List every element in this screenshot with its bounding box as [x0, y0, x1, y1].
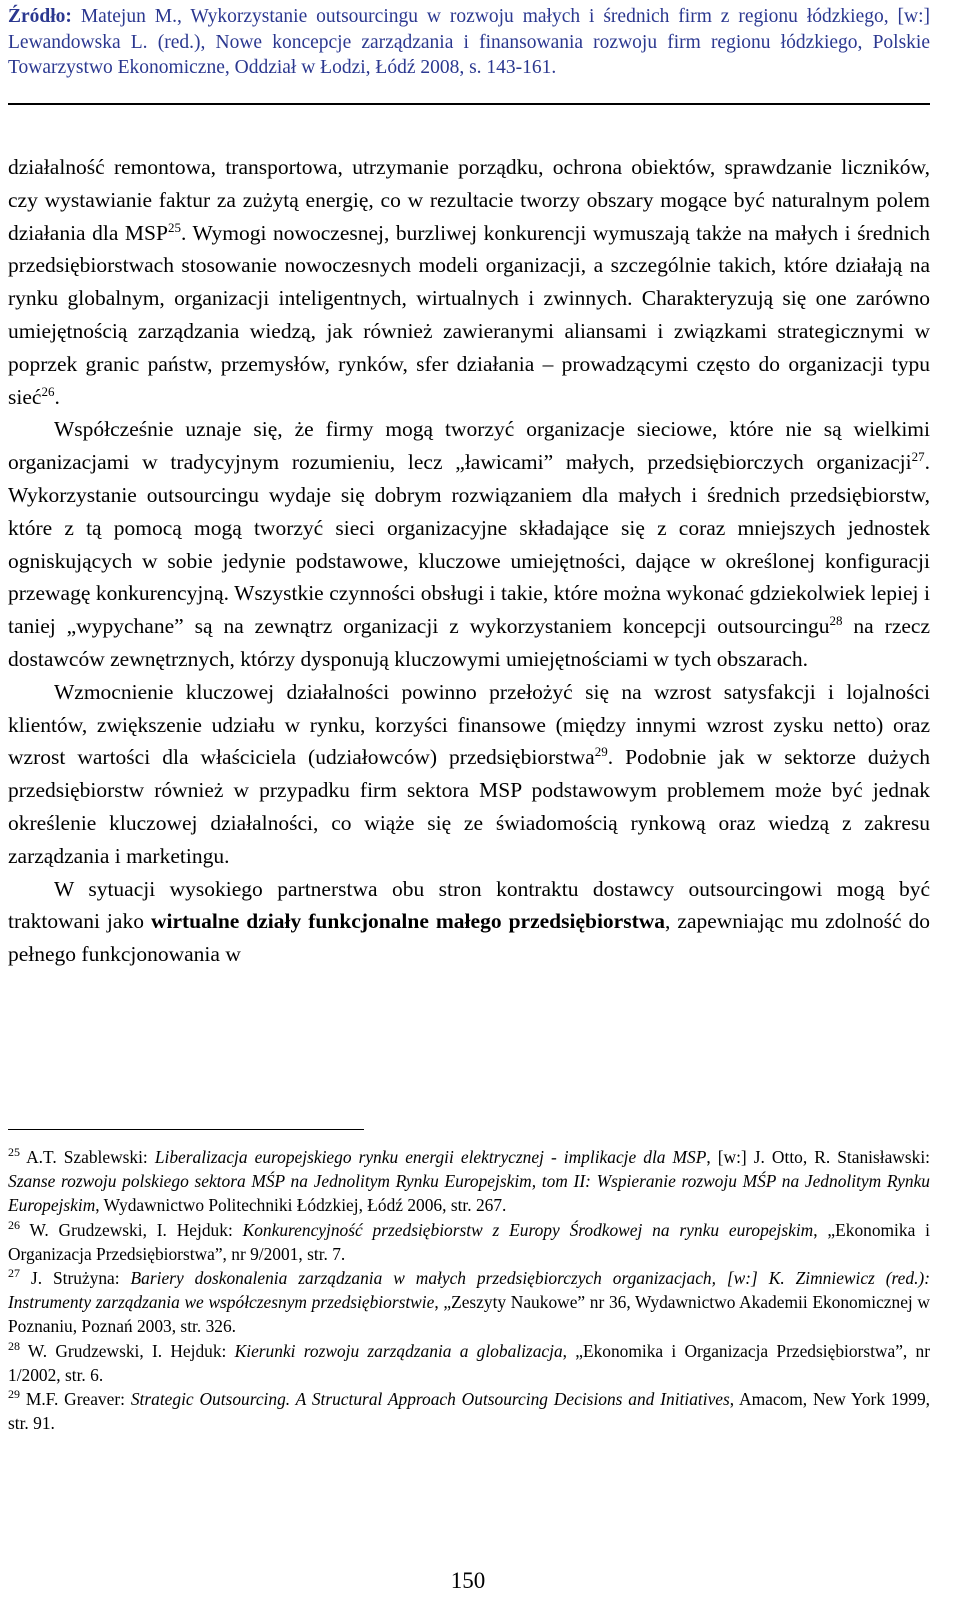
bold-phrase: wirtualne działy funkcjonalne małego przedsiębiorstwa: [150, 909, 666, 934]
paragraph-4: W sytuacji wysokiego partnerstwa obu stron kontraktu dostawcy outsourcingowi mogą być traktowani jako wirtualne działy funkcjonalne małego przedsiębiorstwa, zapewniając mu zdolność do pełnego funkcjonowania w: [8, 876, 930, 967]
footnote-ref-29[interactable]: 29: [594, 744, 608, 760]
page-number: 150: [450, 1568, 486, 1593]
footnote-28: $^{28}$ W. Grudzewski, I. Hejduk: Kierunki rozwoju zarządzania a globalizacja, „Ekonomika i Organizacja Przedsiębiorstwa”, nr 1/2002, str. 6.: [8, 1338, 931, 1385]
footnote-26: $^{26}$ W. Grudzewski, I. Hejduk: Konkurencyjność przedsiębiorstw z Europy Środkowej na rynku europejskim, „Ekonomika i Organizacja Przedsiębiorstwa”, nr 9/2001, str. 7.: [8, 1217, 930, 1264]
footnote-25: $^{25}$ A.T. Szablewski: Liberalizacja europejskiego rynku energii elektrycznej - implikacje dla MSP, [w:] J. Otto, R. Stanisławski: Szanse rozwoju polskiego sektora MŚP na Jednolitym Rynku Europejskim, tom II: Wspieranie rozwoju MŚP na Jednolitym Rynku Europejskim, Wydawnictwo Politechniki Łódzkiej, Łódź 2006, str. 267.: [8, 1145, 930, 1216]
paragraph-3: Wzmocnienie kluczowej działalności powinno przełożyć się na wzrost satysfakcji i lojalności klientów, zwiększenie udziału w rynku, korzyści finansowe (między innymi wzrost zysku netto) oraz wzrost wartości dla właściciela (udziałowców) przedsiębiorstwa$^{29}$. Podobnie jak w sektorze dużych przedsiębiorstw również w przypadku firm sektora MSP podstawowym problemem może być jednak określenie kluczowej działalności, co wiąże się ze świadomością rynkową oraz wiedzą z zakresu zarządzania i marketingu.: [8, 679, 930, 868]
footnote-29: $^{29}$ M.F. Greaver: Strategic Outsourcing. A Structural Approach Outsourcing Decisions and Initiatives, Amacom, New York 1999, str. 91.: [8, 1387, 930, 1434]
footnote-ref-27[interactable]: 27: [911, 449, 925, 465]
paragraph-2: Współcześnie uznaje się, że firmy mogą tworzyć organizacje sieciowe, które nie są wielkimi organizacjami w tradycyjnym rozumieniu, lecz „ławicami” małych, przedsiębiorczych organizacji$^{27}$. Wykorzystanie outsourcingu wydaje się dobrym rozwiązaniem dla małych i średnich przedsiębiorstw, które z tą pomocą mogą tworzyć sieci organizacyjne składające się z coraz mniejszych jednostek ogniskujących w sobie jedynie podstawowe, kluczowe umiejętności, dające w określonej konfiguracji przewagę konkurencyjną. Wszystkie czynności obsługi i takie, które można wykonać gdziekolwiek lepiej i taniej „wypychane” są na zewnątrz organizacji z wykorzystaniem koncepcji outsourcingu$^{28}$ na rzecz dostawców zewnętrznych, którzy dysponują kluczowymi umiejętnościami w tych obszarach.: [8, 417, 930, 671]
source-citation: [8, 4, 930, 81]
footnote-divider: [8, 1129, 364, 1130]
paragraph-1: działalność remontowa, transportowa, utrzymanie porządku, ochrona obiektów, sprawdzanie liczników, czy wystawianie faktur za zużytą energię, co w rezultacie tworzy obszary mogące być naturalnym polem działania dla MSP$^{25}$. Wymogi nowoczesnej, burzliwej konkurencji wymuszają także na małych i średnich przedsiębiorstwach stosowanie nowoczesnych modeli organizacji, a szczególnie takich, które działają na rynku globalnym, organizacji inteligentnych, wirtualnych i zwinnych. Charakteryzują się one zarówno umiejętnością zarządzania wiedzą, jak również zawieranymi aliansami i związkami strategicznymi w poprzek granic państw, przemysłów, rynków, sfer działania – prowadzącymi często do organizacji typu sieć$^{26}$.: [8, 155, 931, 409]
footnote-ref-26[interactable]: 26: [41, 383, 55, 399]
source-label: Źródło:: [8, 6, 72, 27]
footnote-27: $^{27}$ J. Strużyna: Bariery doskonalenia zarządzania w małych przedsiębiorczych organizacjach, [w:] K. Zimniewicz (red.): Instrumenty zarządzania we współczesnym przedsiębiorstwie, „Zeszyty Naukowe” nr 36, Wydawnictwo Akademii Ekonomicznej w Poznaniu, Poznań 2003, str. 326.: [8, 1266, 931, 1337]
source-text: Matejun M., Wykorzystanie outsourcingu w rozwoju małych i średnich firm z regionu łódzkiego, [w:] Lewandowska L. (red.), Nowe koncepcje zarządzania i finansowania rozwoju firm regionu łódzkiego, Polskie Towarzystwo Ekonomiczne, Oddział w Łodzi, Łódź 2008, s. 143-161.: [8, 6, 930, 78]
footnotes: [8, 1145, 930, 1435]
footnote-ref-28[interactable]: 28: [829, 613, 843, 628]
footnote-ref-25[interactable]: 25: [167, 219, 181, 235]
main-text: [8, 151, 930, 971]
header-divider: [8, 103, 930, 105]
